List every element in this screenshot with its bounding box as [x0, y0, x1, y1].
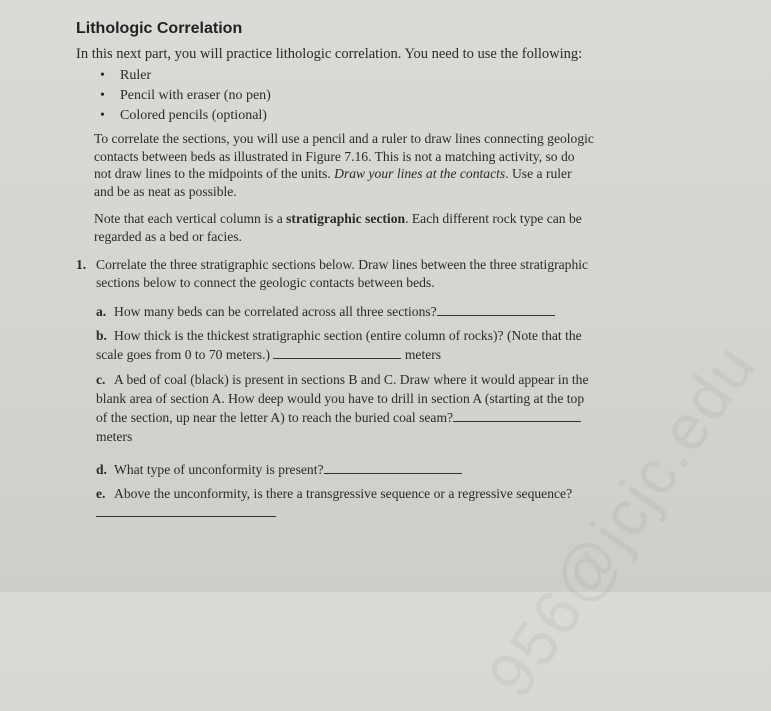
answer-blank-c[interactable]: [453, 409, 581, 422]
subquestion-label: e.: [96, 486, 106, 501]
question-number: 1.: [76, 257, 87, 272]
instructions-paragraph: To correlate the sections, you will use a pencil and a ruler to draw lines connecting geologic contacts between beds as illustrated in Figure 7.16. This is not a matching activity, so do not draw lines to the midpoints of the units. Draw your lines at the contacts. Use a ruler and be as neat as possible.: [94, 131, 594, 199]
subquestion-label: c.: [96, 372, 106, 387]
list-item: • Colored pencils (optional): [100, 106, 271, 126]
subquestion-c: c. A bed of coal (black) is present in sections B and C. Draw where it would appear in the blank area of section A. How deep would you have to drill in section A (starting at the top of the section, up near the letter A) to reach the buried coal seam? meters: [96, 372, 589, 444]
answer-blank-a[interactable]: [437, 303, 555, 316]
bullet-icon: •: [100, 108, 105, 123]
subquestion-label: b.: [96, 328, 107, 343]
subquestion-e: e. Above the unconformity, is there a transgressive sequence or a regressive sequence?: [96, 484, 596, 522]
tools-list: [100, 66, 271, 126]
intro-text: In this next part, you will practice lithologic correlation. You need to use the following:: [76, 46, 583, 62]
answer-blank-b[interactable]: [273, 346, 401, 359]
subquestion-d: d. What type of unconformity is present?: [96, 460, 596, 479]
answer-blank-d[interactable]: [324, 461, 462, 474]
question-1: [76, 256, 596, 291]
list-item: • Ruler: [100, 66, 271, 86]
subquestion-label: d.: [96, 462, 107, 477]
list-item: • Pencil with eraser (no pen): [100, 86, 271, 106]
bullet-icon: •: [100, 68, 105, 83]
page-title: Lithologic Correlation: [76, 20, 243, 37]
bullet-icon: •: [100, 88, 105, 103]
emphasis-text: Draw your lines at the contacts: [334, 166, 506, 181]
question-text: Correlate the three stratigraphic sections below. Draw lines between the three stratigraphic sections below to connect the geologic contacts between beds.: [96, 257, 589, 290]
subquestion-label: a.: [96, 304, 107, 319]
note-paragraph: Note that each vertical column is a stratigraphic section. Each different rock type can be regarded as a bed or facies.: [94, 211, 582, 244]
subquestion-b: b. How thick is the thickest stratigraphic section (entire column of rocks)? (Note that the scale goes from 0 to 70 meters.) meters: [96, 328, 582, 362]
bold-term: stratigraphic section: [286, 211, 406, 226]
answer-blank-e[interactable]: [96, 504, 276, 517]
subquestion-a: a. How many beds can be correlated across all three sections?: [96, 302, 596, 321]
watermark: 956@jcjc.edu: [474, 330, 770, 710]
